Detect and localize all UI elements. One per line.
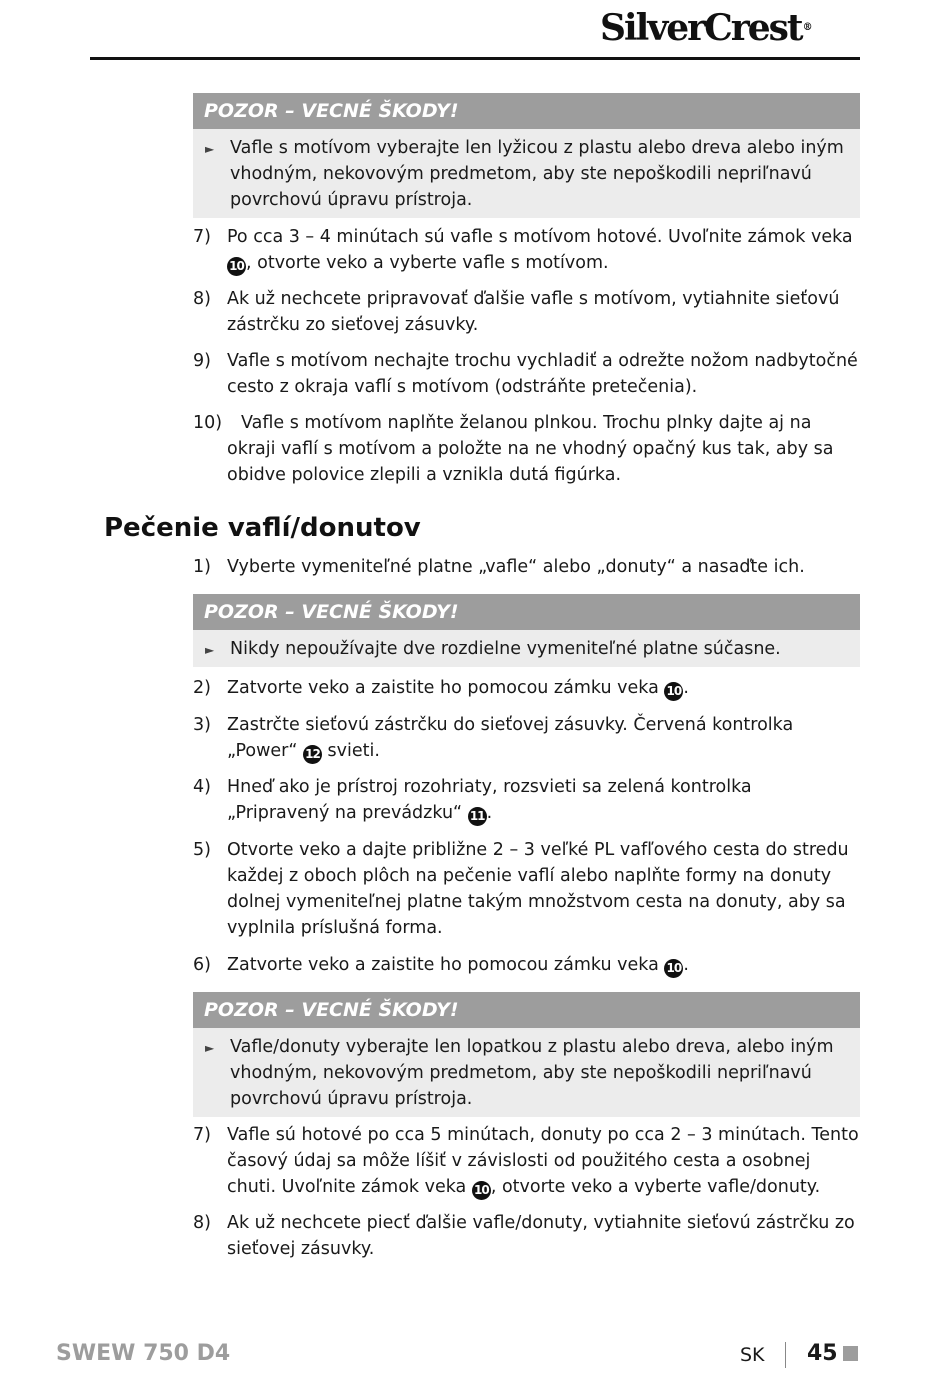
warning-title: POZOR – VECNÉ ŠKODY! xyxy=(193,594,860,630)
footer-divider xyxy=(785,1342,786,1368)
brand-name: SilverCrest xyxy=(600,7,802,49)
registered-mark: ® xyxy=(802,22,813,33)
step-item xyxy=(193,774,859,826)
step-number: 7) xyxy=(193,227,211,247)
step-item xyxy=(193,712,859,764)
step-item xyxy=(193,286,859,338)
step-number: 10) xyxy=(193,413,223,433)
step-item xyxy=(193,1210,859,1262)
triangle-right-icon: ► xyxy=(205,1041,215,1055)
warning-text: Nikdy nepoužívajte dve rozdielne vymeniteľné platne súčasne. xyxy=(230,639,781,659)
step-number: 4) xyxy=(193,777,211,797)
step-text: Vafle sú hotové po cca 5 minútach, donuty po cca 2 – 3 minútach. Tento časový údaj sa môže líšiť v závislosti od použitého cesta a osobnej chuti. Uvoľnite zámok veka 10 , otvorte veko a vyberte vafle/donuty. xyxy=(227,1122,859,1200)
warning-body xyxy=(193,630,860,667)
warning-box xyxy=(193,594,860,667)
circled-number-icon: 10 xyxy=(664,959,683,978)
step-text: Zatvorte veko a zaistite ho pomocou zámku veka 10 . xyxy=(227,952,859,978)
circled-number-icon: 12 xyxy=(303,745,322,764)
triangle-right-icon: ► xyxy=(205,643,215,657)
footer-language: SK xyxy=(740,1344,765,1366)
step-item xyxy=(193,224,859,276)
step-number: 7) xyxy=(193,1125,211,1145)
step-item xyxy=(193,837,859,941)
step-text: Vyberte vymeniteľné platne „vafle“ alebo „donuty“ a nasaďte ich. xyxy=(227,557,805,577)
footer-model: SWEW 750 D4 xyxy=(56,1341,231,1366)
step-number: 1) xyxy=(193,557,211,577)
circled-number-icon: 10 xyxy=(227,257,246,276)
warning-box xyxy=(193,992,860,1117)
step-text: Zatvorte veko a zaistite ho pomocou zámku veka 10 . xyxy=(227,675,859,701)
step-item xyxy=(193,554,859,580)
step-number: 8) xyxy=(193,1213,211,1233)
step-text: Otvorte veko a dajte približne 2 – 3 veľké PL vafľového cesta do stredu každej z oboch plôch na pečenie vaflí alebo naplňte formy na donuty dolnej vymeniteľnej platne takým množstvom cesta na donuty, aby sa vyplnila príslušná forma. xyxy=(227,840,849,938)
warning-box xyxy=(193,93,860,218)
step-number: 9) xyxy=(193,351,211,371)
section-heading: Pečenie vaflí/donutov xyxy=(104,513,421,543)
warning-body xyxy=(193,129,860,218)
page-number: 45 xyxy=(807,1341,838,1366)
circled-number-icon: 11 xyxy=(468,807,487,826)
step-text: Ak už nechcete pripravovať ďalšie vafle s motívom, vytiahnite sieťovú zástrčku zo sieťovej zásuvky. xyxy=(227,289,840,335)
step-text: Vafle s motívom naplňte želanou plnkou. Trochu plnky dajte aj na okraji vaflí s motívom a položte na ne vhodný opačný kus tak, aby sa obidve polovice zlepili a vznikla dutá figúrka. xyxy=(227,413,834,485)
step-text: Hneď ako je prístroj rozohriaty, rozsvieti sa zelená kontrolka „Pripravený na prevádzku“ 11 . xyxy=(227,774,859,826)
step-item xyxy=(193,952,859,978)
step-item xyxy=(193,410,859,488)
warning-title: POZOR – VECNÉ ŠKODY! xyxy=(193,93,860,129)
circled-number-icon: 10 xyxy=(472,1181,491,1200)
brand-logo xyxy=(600,8,858,48)
step-text: Po cca 3 – 4 minútach sú vafle s motívom hotové. Uvoľnite zámok veka 10 , otvorte veko a vyberte vafle s motívom. xyxy=(227,224,859,276)
step-text: Ak už nechcete piecť ďalšie vafle/donuty, vytiahnite sieťovú zástrčku zo sieťovej zásuvky. xyxy=(227,1213,855,1259)
step-number: 8) xyxy=(193,289,211,309)
warning-text: Vafle/donuty vyberajte len lopatkou z plastu alebo dreva, alebo iným vhodným, nekovovým predmetom, aby ste nepoškodili nepriľnavú povrchovú úpravu prístroja. xyxy=(230,1037,834,1109)
step-text: Zastrčte sieťovú zástrčku do sieťovej zásuvky. Červená kontrolka „Power“ 12 svieti. xyxy=(227,712,859,764)
warning-body xyxy=(193,1028,860,1117)
step-number: 5) xyxy=(193,840,211,860)
step-item xyxy=(193,348,859,400)
square-icon xyxy=(843,1346,858,1361)
header-rule xyxy=(90,57,860,60)
step-number: 6) xyxy=(193,955,211,975)
warning-title: POZOR – VECNÉ ŠKODY! xyxy=(193,992,860,1028)
step-item xyxy=(193,675,859,701)
step-item xyxy=(193,1122,859,1200)
step-number: 3) xyxy=(193,715,211,735)
step-text: Vafle s motívom nechajte trochu vychladiť a odrežte nožom nadbytočné cesto z okraja vaflí s motívom (odstráňte pretečenia). xyxy=(227,351,858,397)
circled-number-icon: 10 xyxy=(664,682,683,701)
step-number: 2) xyxy=(193,678,211,698)
triangle-right-icon: ► xyxy=(205,142,215,156)
warning-text: Vafle s motívom vyberajte len lyžicou z plastu alebo dreva alebo iným vhodným, nekovovým predmetom, aby ste nepoškodili nepriľnavú povrchovú úpravu prístroja. xyxy=(230,138,844,210)
